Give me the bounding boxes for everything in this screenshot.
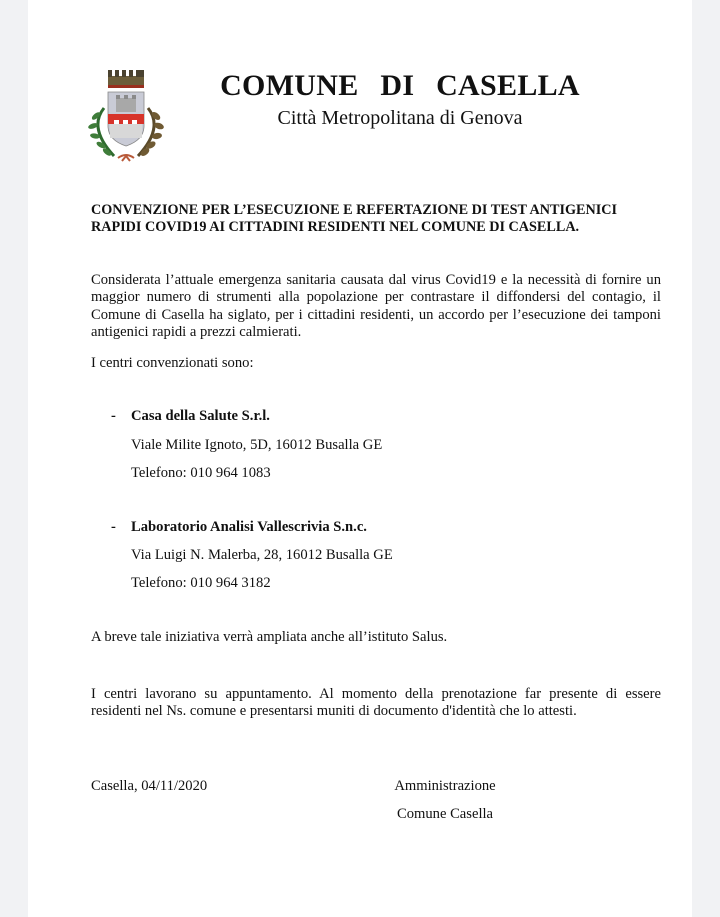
page-title: COMUNE DI CASELLA (220, 69, 580, 102)
center-phone: Telefono: 010 964 3182 (131, 575, 271, 591)
place-date: Casella, 04/11/2020 (91, 778, 208, 794)
extension-note: A breve tale iniziativa verrà ampliata anche all’istituto Salus. (91, 629, 448, 645)
coat-of-arms-icon (78, 68, 174, 166)
bullet-dash: - (111, 408, 116, 424)
centers-intro: I centri convenzionati sono: (91, 355, 254, 371)
signature-line: Comune Casella (396, 806, 494, 822)
page-subtitle: Città Metropolitana di Genova (277, 107, 523, 129)
intro-paragraph: Considerata l’attuale emergenza sanitaria causata dal virus Covid19 e la necessità di fornire un maggior numero di strumenti alla popolazione per contrastare il diffondersi del contagio, il Comune di Casella ha siglato, per i cittadini residenti, un accordo per l’esecuzione dei tamponi antigenici rapidi a prezzi calmierati. (91, 272, 661, 341)
signature-line: Amministrazione (394, 778, 496, 794)
document-heading (91, 202, 651, 236)
center-name: Laboratorio Analisi Vallescrivia S.n.c. (131, 519, 367, 535)
appointment-note: I centri lavorano su appuntamento. Al momento della prenotazione far presente di essere residenti nel Ns. comune e presentarsi muniti di documento d'identità che lo attesti. (91, 686, 661, 720)
ribbon-icon (118, 155, 134, 161)
center-name: Casa della Salute S.r.l. (131, 408, 270, 424)
signature-block (370, 778, 520, 834)
center-address: Viale Milite Ignoto, 5D, 16012 Busalla GE (131, 437, 383, 453)
center-phone: Telefono: 010 964 1083 (131, 465, 271, 481)
heading-line: CONVENZIONE PER L’ESECUZIONE E REFERTAZIONE DI TEST ANTIGENICI (91, 202, 618, 218)
heading-line: RAPIDI COVID19 AI CITTADINI RESIDENTI NEL COMUNE DI CASELLA. (91, 219, 580, 235)
center-address: Via Luigi N. Malerba, 28, 16012 Busalla GE (131, 547, 393, 563)
bullet-dash: - (111, 519, 116, 535)
